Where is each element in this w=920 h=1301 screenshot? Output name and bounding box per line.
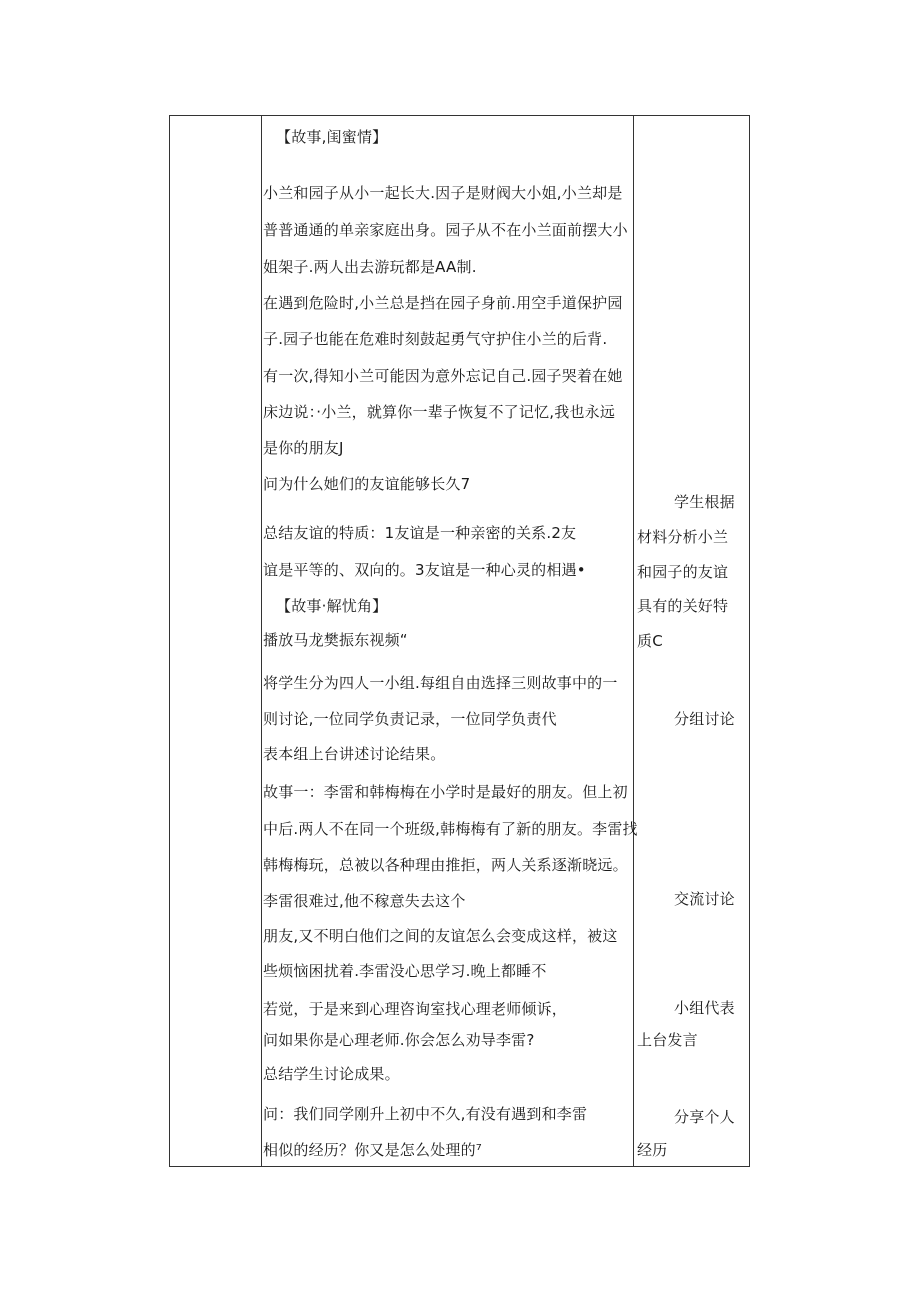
- activity-group-discussion: 分组讨论: [674, 710, 735, 728]
- activity4-line: 小组代表: [674, 999, 735, 1017]
- activity1-line: 材料分析小兰: [637, 528, 729, 546]
- story-one-line: 韩梅梅玩，总被以各种理由推拒，两人关系逐渐晓远。: [263, 856, 628, 874]
- story-one-line: 问如果你是心理老师.你会怎么劝导李雷?: [263, 1031, 535, 1049]
- activity1-line: 和园子的友谊: [637, 563, 729, 581]
- story1-line: 在遇到危险时,小兰总是挡在园子身前.用空手道保护园: [263, 294, 623, 312]
- story1-heading: 【故事,闺蜜情】: [276, 128, 388, 146]
- grouping-line: 将学生分为四人一小组.每组自由选择三则故事中的一: [263, 674, 618, 692]
- story1-line: 普普通通的单亲家庭出身。园子从不在小兰面前摆大小: [263, 221, 628, 239]
- story1-line: 是你的朋友J: [263, 439, 344, 457]
- activity1-line: 学生根据: [674, 493, 735, 511]
- story1-line: 子.园子也能在危难时刻鼓起勇气守护住小兰的后背.: [263, 330, 608, 348]
- question2-line: 问：我们同学刚升上初中不久,有没有遇到和李雷: [263, 1105, 588, 1123]
- story-one-line: 李雷很难过,他不稼意失去这个: [263, 892, 466, 910]
- activity5-line: 经历: [637, 1141, 668, 1159]
- column-divider-2: [633, 115, 634, 1167]
- story1-line: 小兰和园子从小一起长大.因子是财阀大小姐,小兰却是: [263, 184, 623, 202]
- story1-line: 姐架子.两人出去游玩都是AA制.: [263, 258, 477, 276]
- story-one-line: 故事一：李雷和韩梅梅在小学时是最好的朋友。但上初: [263, 783, 628, 801]
- story-one-line: 若觉，于是来到心理咨询室找心理老师倾诉，: [263, 1000, 568, 1018]
- video-line: 播放马龙樊振东视频“: [263, 631, 408, 649]
- activity5-line: 分享个人: [674, 1108, 735, 1126]
- story-one-line: 些烦恼困扰着.李雷没心思学习.晚上都睡不: [263, 962, 547, 980]
- story1-line: 有一次,得知小兰可能因为意外忘记自己.园子哭着在她: [263, 367, 623, 385]
- activity-exchange-discussion: 交流讨论: [674, 890, 735, 908]
- grouping-line: 则讨论,一位同学负责记录，一位同学负责代: [263, 710, 557, 728]
- story-one-line: 中后.两人不在同一个班级,韩梅梅有了新的朋友。李雷找: [263, 820, 638, 838]
- activity1-line: 具有的关好特: [637, 597, 729, 615]
- summary-2: 总结学生讨论成果。: [263, 1065, 400, 1083]
- activity4-line: 上台发言: [637, 1031, 698, 1049]
- story-one-line: 朋友,又不明白他们之间的友谊怎么会变成这样，被这: [263, 927, 618, 945]
- story2-heading: 【故事·解忧角】: [276, 597, 388, 615]
- question2-line: 相似的经历？你又是怎么处理的⁷: [263, 1141, 483, 1159]
- column-divider-1: [261, 115, 262, 1167]
- summary1-line: 谊是平等的、双向的。3友谊是一种心灵的相遇•: [263, 561, 586, 579]
- story1-line: 床边说：·小兰，就算你一辈子恢复不了记忆,我也永远: [263, 403, 616, 421]
- grouping-line: 表本组上台讲述讨论结果。: [263, 745, 446, 763]
- question-1: 问为什么她们的友谊能够长久7: [263, 475, 471, 493]
- summary1-line: 总结友谊的特质：1友谊是一种亲密的关系.2友: [263, 524, 577, 542]
- activity1-line: 质C: [637, 632, 663, 650]
